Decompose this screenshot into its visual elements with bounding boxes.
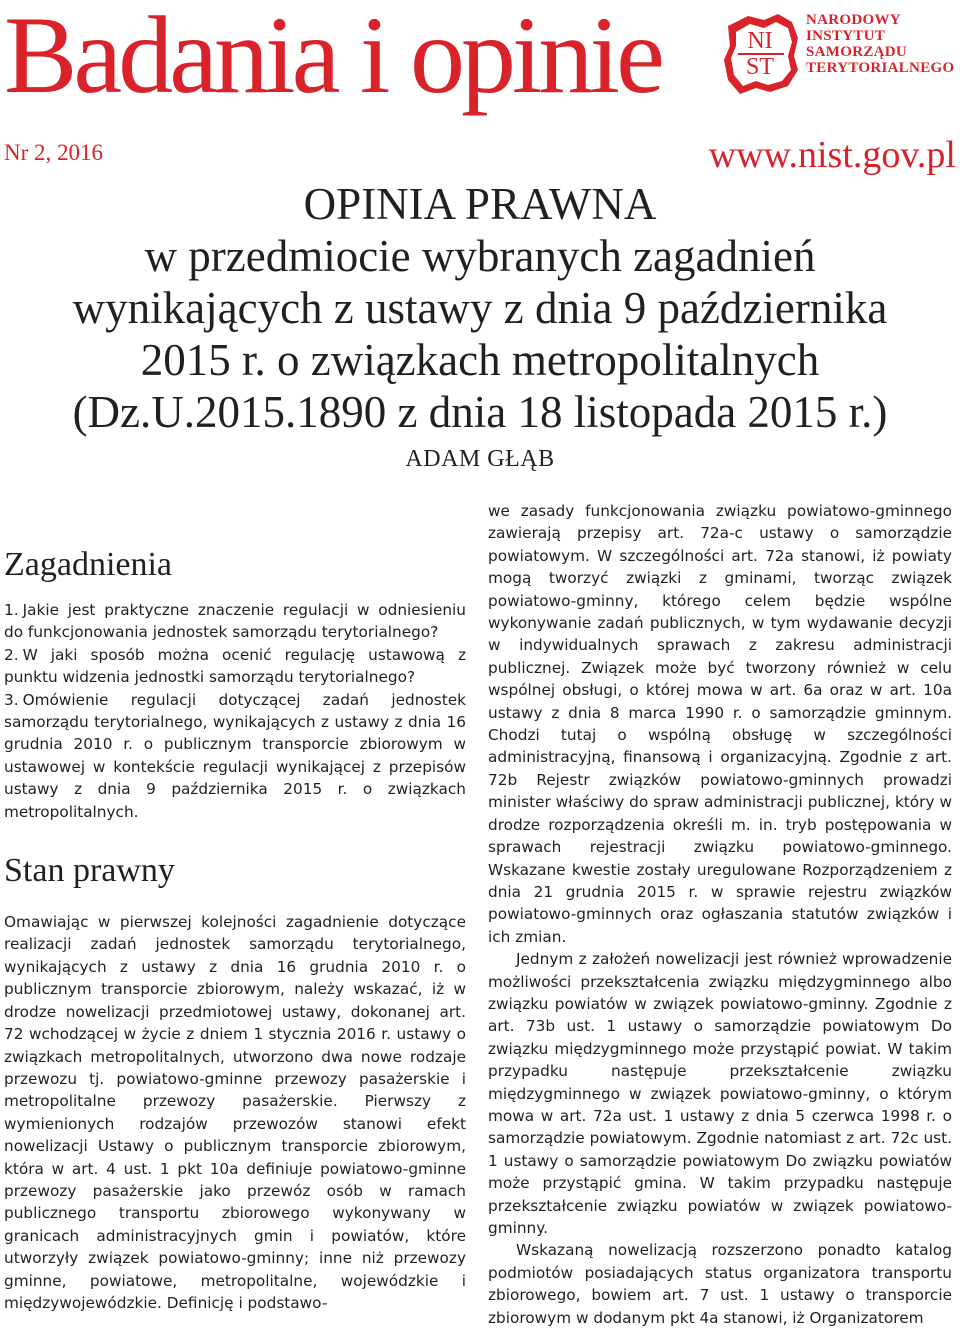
svg-text:ST: ST (745, 54, 775, 80)
item-number: 2. (4, 645, 19, 664)
publisher-name-line: INSTYTUT (806, 28, 886, 44)
item-text: W jaki sposób można ocenić regulację ustawową z punktu widzenia jednostki samorządu terytorialnego? (4, 645, 466, 687)
title-line: w przedmiocie wybranych zagadnień (144, 231, 816, 281)
publisher-name-line: NARODOWY (806, 12, 901, 28)
list-item (4, 689, 466, 823)
item-text: Jakie jest praktyczne znaczenie regulacji w odniesieniu do funkcjonowania jednostek samorządu terytorialnego? (4, 601, 466, 642)
publisher-name (806, 12, 954, 76)
masthead-title: Badania i opinie (4, 0, 661, 116)
topics-heading: Zagadnienia (4, 546, 173, 583)
left-column (4, 545, 466, 1314)
publisher-logo (718, 8, 958, 103)
body-paragraph: Jednym z założeń nowelizacji jest również wprowadzenie możliwości przekształcenia związku międzygminnego albo związku powiatów w związek powiatowo-gminny. Zgodnie z art. 73b ust. 1 ustawy o samorządzie powiatowym Do związku międzygminnego może przystąpić powiat. W takim przypadku następuje przekształcenie związku międzygminnego w związek powiatowo-gminny, o którym mowa w art. 72a ust. 1 ustawy z dnia 5 czerwca 1998 r. o samorządzie powiatowym. Zgodnie natomiast z art. 72c ust. 1 ustawy o samorządzie powiatowym Do związku powiatów może przystąpić gmina. W takim przypadku następuje przekształcenie związku powiatów w związek powiatowo-gminny. (488, 950, 952, 1237)
title-line: (Dz.U.2015.1890 z dnia 18 listopada 2015 r.) (72, 387, 888, 437)
publisher-name-line: SAMORZĄDU (806, 44, 908, 60)
svg-text:NI: NI (747, 28, 773, 54)
item-number: 3. (4, 690, 19, 709)
document-title (0, 178, 960, 438)
legal-state-heading: Stan prawny (4, 852, 175, 890)
title-line: OPINIA PRAWNA (303, 179, 657, 229)
item-number: 1. (4, 601, 19, 619)
item-text: Omówienie regulacji dotyczącej zadań jednostek samorządu terytorialnego, wynikających z ustawy z dnia 16 grudnia 2010 r. o publicznym transporcie zbiorowym w ustawowej w kontekście regulacji wynikającej z przepisów ustawy z dnia 9 października 2015 r. o związkach metropolitalnych. (4, 690, 466, 821)
body-paragraph: we zasady funkcjonowania związku powiatowo-gminnego zawierają przepisy art. 72a-c ustawy o samorządzie powiatowym. W szczególności art. 72a stanowi, iż powiaty mogą tworzyć związki z gminami, tworząc związek powiatowo-gminny, którego celem będzie wspólne wykonywanie zadań publicznych, w tym wydawanie decyzji w indywidualnych sprawach z zakresu administracji publicznej. Związek może być tworzony również w celu wspólnej obsługi, o której mowa w art. 6a oraz w art. 10a ustawy z dnia 8 marca 1990 r. o samorządzie gminnym. Chodzi tutaj o wspólną obsługę w szczególności administracyjną, finansową i organizacyjną. Zgodnie z art. 72b Rejestr związków powiatowo-gminnych prowadzi minister właściwy do spraw administracji publicznej, który w drodze rozporządzenia określi m. in. tryb postępowania w sprawach rejestracji związku powiatowo-gminnego. Wskazane kwestie zostały uregulowane Rozporządzeniem z dnia 21 grudnia 2015 r. w sprawie rejestru związków powiatowo-gminnych oraz ogłaszania statutów związków i ich zmian. (488, 502, 952, 946)
nist-logo-icon (718, 8, 802, 98)
publisher-name-line: TERYTORIALNEGO (806, 60, 955, 76)
list-item (4, 644, 466, 689)
body-paragraph: Wskazaną nowelizacją rozszerzono ponadto katalog podmiotów posiadających status organizatora transportu zbiorowego, bowiem art. 7 ust. 1 ustawy o transporcie zbiorowym w dodanym pkt 4a stanowi, iż Organizatorem (488, 1241, 952, 1327)
title-line: 2015 r. o związkach metropolitalnych (140, 335, 820, 385)
list-item (4, 599, 466, 644)
title-line: wynikających z ustawy z dnia 9 października (72, 283, 888, 333)
issue-number: Nr 2, 2016 (4, 140, 104, 165)
right-column (488, 500, 952, 1329)
website-link[interactable]: www.nist.gov.pl (708, 134, 956, 176)
author-name: ADAM GŁĄB (405, 446, 555, 472)
body-paragraph: Omawiając w pierwszej kolejności zagadnienie dotyczące realizacji zadań jednostek samorządu terytorialnego, wynikających z ustawy z dnia 16 grudnia 2010 r. o publicznym transporcie zbiorowym, należy wskazać, iż w drodze nowelizacji przedmiotowej ustawy, dokonanej art. 72 wchodzącej w życie z dniem 1 stycznia 2016 r. ustawy o związkach metropolitalnych, utworzono dwa nowe rodzaje przewozu tj. powiatowo-gminne przewozy pasażerskie i metropolitalne przewozy pasażerskie. Pierwszy z wymienionych rodzajów przewozów stanowi efekt nowelizacji Ustawy o publicznym transporcie zbiorowym, która w art. 4 ust. 1 pkt 10a definiuje powiatowo-gminne przewozy pasażerskie jako przewóz osób w ramach publicznego transportu zbiorowego wykonywany w granicach administracyjnych gmin i powiatów, które utworzyły związek powiatowo-gminny; inne niż przewozy gminne, powiatowe, metropolitalne, wojewódzkie i międzywojewódzkie. Definicję i podstawo- (4, 913, 466, 1312)
topics-list (4, 599, 466, 823)
